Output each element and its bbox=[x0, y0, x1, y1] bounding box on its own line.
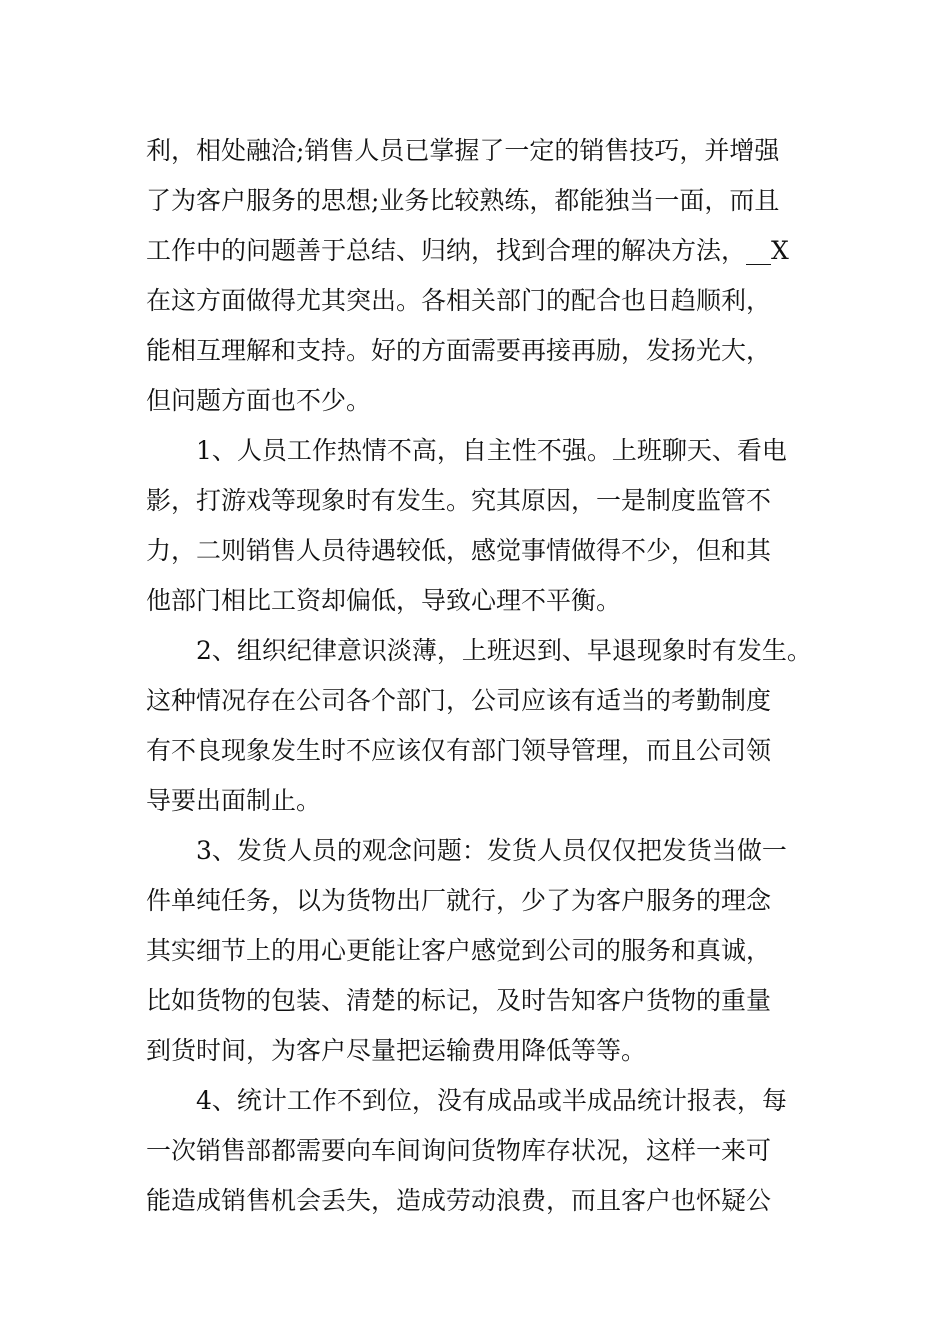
text-line: 了为客户服务的思想;业务比较熟练，都能独当一面，而且 bbox=[146, 186, 780, 215]
paragraph-item-1-line: 1、人员工作热情不高，自主性不强。上班聊天、看电 bbox=[196, 436, 787, 465]
text-line: 一次销售部都需要向车间询问货物库存状况，这样一来可 bbox=[146, 1136, 772, 1165]
text-line: 有不良现象发生时不应该仅有部门领导管理，而且公司领 bbox=[146, 736, 772, 765]
paragraph-item-2-line: 2、组织纪律意识淡薄，上班迟到、早退现象时有发生。 bbox=[196, 636, 812, 665]
text-line: 导要出面制止。 bbox=[146, 786, 322, 815]
text-line: 到货时间，为客户尽量把运输费用降低等等。 bbox=[146, 1036, 647, 1065]
text-line: 影，打游戏等现象时有发生。究其原因，一是制度监管不 bbox=[146, 486, 772, 515]
text-line: 在这方面做得尤其突出。各相关部门的配合也日趋顺利， bbox=[146, 286, 772, 315]
paragraph-item-3-line: 3、发货人员的观念问题：发货人员仅仅把发货当做一 bbox=[196, 836, 787, 865]
text-line: 工作中的问题善于总结、归纳，找到合理的解决方法，__X bbox=[146, 236, 789, 265]
text-line: 件单纯任务，以为货物出厂就行，少了为客户服务的理念 bbox=[146, 886, 772, 915]
text-line: 利，相处融洽;销售人员已掌握了一定的销售技巧，并增强 bbox=[146, 136, 780, 165]
document-body bbox=[146, 126, 846, 1226]
text-line: 力，二则销售人员待遇较低，感觉事情做得不少，但和其 bbox=[146, 536, 772, 565]
text-line: 这种情况存在公司各个部门，公司应该有适当的考勤制度 bbox=[146, 686, 772, 715]
text-line: 能相互理解和支持。好的方面需要再接再励，发扬光大， bbox=[146, 336, 772, 365]
text-line: 其实细节上的用心更能让客户感觉到公司的服务和真诚， bbox=[146, 936, 772, 965]
text-line: 他部门相比工资却偏低，导致心理不平衡。 bbox=[146, 586, 622, 615]
text-line: 比如货物的包装、清楚的标记，及时告知客户货物的重量 bbox=[146, 986, 772, 1015]
paragraph-item-4-line: 4、统计工作不到位，没有成品或半成品统计报表，每 bbox=[196, 1086, 787, 1115]
text-line: 但问题方面也不少。 bbox=[146, 386, 372, 415]
text-line: 能造成销售机会丢失，造成劳动浪费，而且客户也怀疑公 bbox=[146, 1186, 772, 1215]
